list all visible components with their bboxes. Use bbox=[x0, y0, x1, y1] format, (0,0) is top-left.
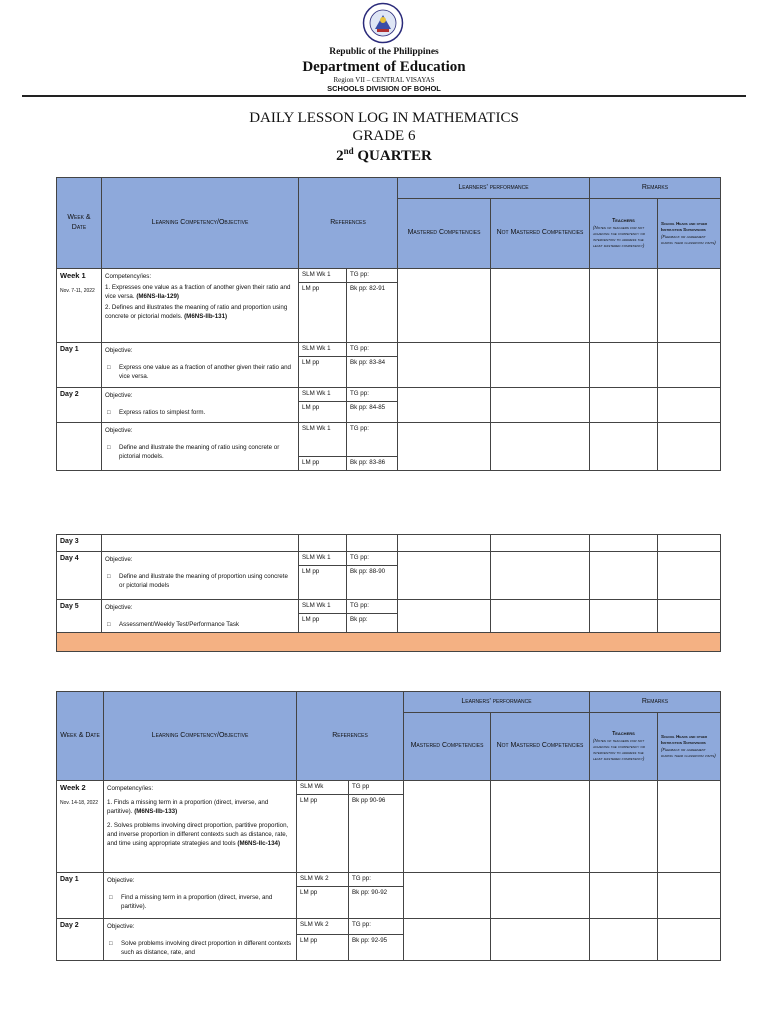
not-mastered-header: Not Mastered Competencies bbox=[491, 713, 590, 781]
ref-lm: LM pp bbox=[299, 614, 347, 633]
remarks-header: Remarks bbox=[590, 178, 721, 199]
teachers-cell[interactable] bbox=[590, 552, 658, 600]
ref-slm: SLM Wk 1 bbox=[299, 600, 347, 614]
references-header: References bbox=[299, 178, 398, 269]
ref-bk: Bk pp: 83-86 bbox=[347, 457, 398, 471]
ref-tg: TG pp: bbox=[349, 919, 404, 935]
day-cell: Day 1 bbox=[57, 343, 102, 388]
department-name: Department of Education bbox=[302, 59, 466, 75]
teachers-cell[interactable] bbox=[590, 388, 658, 423]
teachers-cell[interactable] bbox=[590, 919, 658, 961]
ref-bk: Bk pp: 83-84 bbox=[347, 357, 398, 388]
day-cell: Day 4 bbox=[57, 552, 102, 600]
lesson-log-table-week1 bbox=[56, 177, 721, 471]
competency-header: Learning Competency/Objective bbox=[102, 178, 299, 269]
ref-slm: SLM Wk 1 bbox=[299, 423, 347, 457]
not-mastered-cell[interactable] bbox=[491, 873, 590, 919]
day-cell: Day 5 bbox=[57, 600, 102, 633]
objective-cell bbox=[102, 535, 299, 552]
ref-lm: LM pp bbox=[299, 283, 347, 343]
not-mastered-cell[interactable] bbox=[491, 600, 590, 633]
not-mastered-cell[interactable] bbox=[491, 919, 590, 961]
lesson-log-table-week2 bbox=[56, 691, 721, 961]
ref-lm: LM pp bbox=[299, 402, 347, 423]
objective-cell: Objective: □ Express one value as a fraction of another given their ratio and vice versa. bbox=[102, 343, 299, 388]
mastered-header: Mastered Competencies bbox=[398, 199, 491, 269]
competency-cell: Competency/ies: 1. Expresses one value as a fraction of another given their ratio and vice versa. (M6NS-IIa-129) 2. Defines and illustrates the meaning of ratio and proportion using concrete or pictorial models. (M6NS-IIb-131) bbox=[102, 269, 299, 343]
objective-cell: Objective: □ Define and illustrate the meaning of ratio using concrete or pictorial models. bbox=[102, 423, 299, 471]
mastered-cell[interactable] bbox=[404, 873, 491, 919]
teachers-header: Teachers (Notes of teachers for not achieving the competency or intervention to address the least mastered competency) bbox=[590, 199, 658, 269]
learners-performance-header: Learners' performance bbox=[404, 692, 590, 713]
mastered-cell[interactable] bbox=[398, 343, 491, 388]
heads-cell[interactable] bbox=[658, 781, 721, 873]
ref-slm: SLM Wk 1 bbox=[299, 388, 347, 402]
not-mastered-cell[interactable] bbox=[491, 552, 590, 600]
day-cell: Day 1 bbox=[57, 873, 104, 919]
objective-cell: Objective: □ Assessment/Weekly Test/Performance Task bbox=[102, 600, 299, 633]
heads-cell[interactable] bbox=[658, 600, 721, 633]
lesson-log-table-week1-cont bbox=[56, 534, 721, 652]
heads-cell[interactable] bbox=[658, 269, 721, 343]
day-cell: Day 3 bbox=[57, 535, 102, 552]
heads-cell[interactable] bbox=[658, 919, 721, 961]
mastered-cell[interactable] bbox=[398, 600, 491, 633]
mastered-cell[interactable] bbox=[398, 552, 491, 600]
ref-tg: TG pp: bbox=[347, 269, 398, 283]
heads-cell[interactable] bbox=[658, 343, 721, 388]
ref-slm: SLM Wk 1 bbox=[299, 343, 347, 357]
ref-slm: SLM Wk 1 bbox=[299, 552, 347, 566]
week-date-header: Week & Date bbox=[57, 692, 104, 781]
ref-tg: TG pp: bbox=[349, 873, 404, 887]
heads-cell[interactable] bbox=[658, 423, 721, 471]
ref-tg: TG pp bbox=[349, 781, 404, 795]
ref-lm: LM pp bbox=[299, 566, 347, 600]
teachers-cell[interactable] bbox=[590, 423, 658, 471]
ref-tg: TG pp: bbox=[347, 552, 398, 566]
republic-line: Republic of the Philippines bbox=[329, 47, 439, 57]
header-divider bbox=[22, 95, 746, 97]
mastered-cell[interactable] bbox=[398, 423, 491, 471]
ref-bk: Bk pp 90-96 bbox=[349, 795, 404, 873]
objective-cell: Objective: □ Solve problems involving direct proportion in different contexts such as distance, rate, and bbox=[104, 919, 297, 961]
ref-bk: Bk pp: 92-95 bbox=[349, 935, 404, 961]
mastered-cell[interactable] bbox=[398, 269, 491, 343]
ref-lm: LM pp bbox=[299, 457, 347, 471]
objective-cell: Objective: □ Define and illustrate the meaning of proportion using concrete or pictorial models bbox=[102, 552, 299, 600]
week-cell: Week 2 Nov. 14-18, 2022 bbox=[57, 781, 104, 873]
day-cell: Day 2 bbox=[57, 388, 102, 423]
ref-slm: SLM Wk 1 bbox=[299, 269, 347, 283]
school-heads-header: School Heads and other Instruction Supervisors (Feedback or agreement during their classroom visits) bbox=[658, 713, 721, 781]
mastered-cell[interactable] bbox=[398, 535, 491, 552]
ref-slm: SLM Wk bbox=[297, 781, 349, 795]
teachers-header: Teachers (Notes of teachers for not achieving the competency or intervention to address the least mastered competency) bbox=[590, 713, 658, 781]
teachers-cell[interactable] bbox=[590, 343, 658, 388]
remarks-header: Remarks bbox=[590, 692, 721, 713]
mastered-cell[interactable] bbox=[404, 781, 491, 873]
ref-slm: SLM Wk 2 bbox=[297, 873, 349, 887]
not-mastered-cell[interactable] bbox=[491, 388, 590, 423]
day-cell: Day 2 bbox=[57, 919, 104, 961]
heads-cell[interactable] bbox=[658, 552, 721, 600]
heads-cell[interactable] bbox=[658, 388, 721, 423]
heads-cell[interactable] bbox=[658, 535, 721, 552]
teachers-cell[interactable] bbox=[590, 600, 658, 633]
not-mastered-cell[interactable] bbox=[491, 423, 590, 471]
ref-tg: TG pp: bbox=[347, 343, 398, 357]
week-cell: Week 1 Nov. 7-11, 2022 bbox=[57, 269, 102, 343]
ref-tg: TG pp: bbox=[347, 600, 398, 614]
ref-bk: Bk pp: 88-90 bbox=[347, 566, 398, 600]
ref-bk: Bk pp: 84-85 bbox=[347, 402, 398, 423]
objective-cell: Objective: □ Express ratios to simplest form. bbox=[102, 388, 299, 423]
ref-bk: Bk pp: 82-91 bbox=[347, 283, 398, 343]
mastered-cell[interactable] bbox=[404, 919, 491, 961]
ref-tg: TG pp: bbox=[347, 423, 398, 457]
learners-performance-header: Learners' performance bbox=[398, 178, 590, 199]
ref-bk: Bk pp: 90-92 bbox=[349, 887, 404, 919]
teachers-cell[interactable] bbox=[590, 873, 658, 919]
not-mastered-cell[interactable] bbox=[491, 343, 590, 388]
week-date-header: Week & Date bbox=[57, 178, 102, 269]
region-line: Region VII – CENTRAL VISAYAS bbox=[333, 76, 435, 84]
ref-slm: SLM Wk 2 bbox=[297, 919, 349, 935]
competency-cell: Competency/ies: 1. Finds a missing term in a proportion (direct, inverse, and partitive). (M6NS-IIb-133) 2. Solves problems involving direct proportion, partitive proportion, and inverse proportion in different contexts such as distance, rate, and time using appropriate strategies and tools (M6NS-IIc-134) bbox=[104, 781, 297, 873]
teachers-cell[interactable] bbox=[590, 781, 658, 873]
school-heads-header: School Heads and other Instruction Supervisors (Feedback or agreement during their classroom visits) bbox=[658, 199, 721, 269]
section-separator-row bbox=[57, 632, 721, 651]
ref-lm: LM pp bbox=[297, 887, 349, 919]
mastered-header: Mastered Competencies bbox=[404, 713, 491, 781]
teachers-cell[interactable] bbox=[590, 269, 658, 343]
not-mastered-cell[interactable] bbox=[491, 781, 590, 873]
not-mastered-header: Not Mastered Competencies bbox=[491, 199, 590, 269]
not-mastered-cell[interactable] bbox=[491, 269, 590, 343]
competency-header: Learning Competency/Objective bbox=[104, 692, 297, 781]
not-mastered-cell[interactable] bbox=[491, 535, 590, 552]
ref-cell bbox=[347, 535, 398, 552]
heads-cell[interactable] bbox=[658, 873, 721, 919]
references-header: References bbox=[297, 692, 404, 781]
grade-title: GRADE 6 bbox=[352, 128, 416, 144]
ref-lm: LM pp bbox=[299, 357, 347, 388]
day-cell bbox=[57, 423, 102, 471]
ref-lm: LM pp bbox=[297, 935, 349, 961]
quarter-title: 2nd QUARTER bbox=[336, 146, 432, 164]
mastered-cell[interactable] bbox=[398, 388, 491, 423]
division-line: SCHOOLS DIVISION OF BOHOL bbox=[327, 84, 441, 93]
ref-cell bbox=[299, 535, 347, 552]
document-title: DAILY LESSON LOG IN MATHEMATICS bbox=[249, 110, 519, 126]
ref-tg: TG pp: bbox=[347, 388, 398, 402]
objective-cell: Objective: □ Find a missing term in a proportion (direct, inverse, and partitive). bbox=[104, 873, 297, 919]
ref-bk: Bk pp: bbox=[347, 614, 398, 633]
ref-lm: LM pp bbox=[297, 795, 349, 873]
teachers-cell[interactable] bbox=[590, 535, 658, 552]
deped-seal-logo bbox=[358, 2, 408, 44]
